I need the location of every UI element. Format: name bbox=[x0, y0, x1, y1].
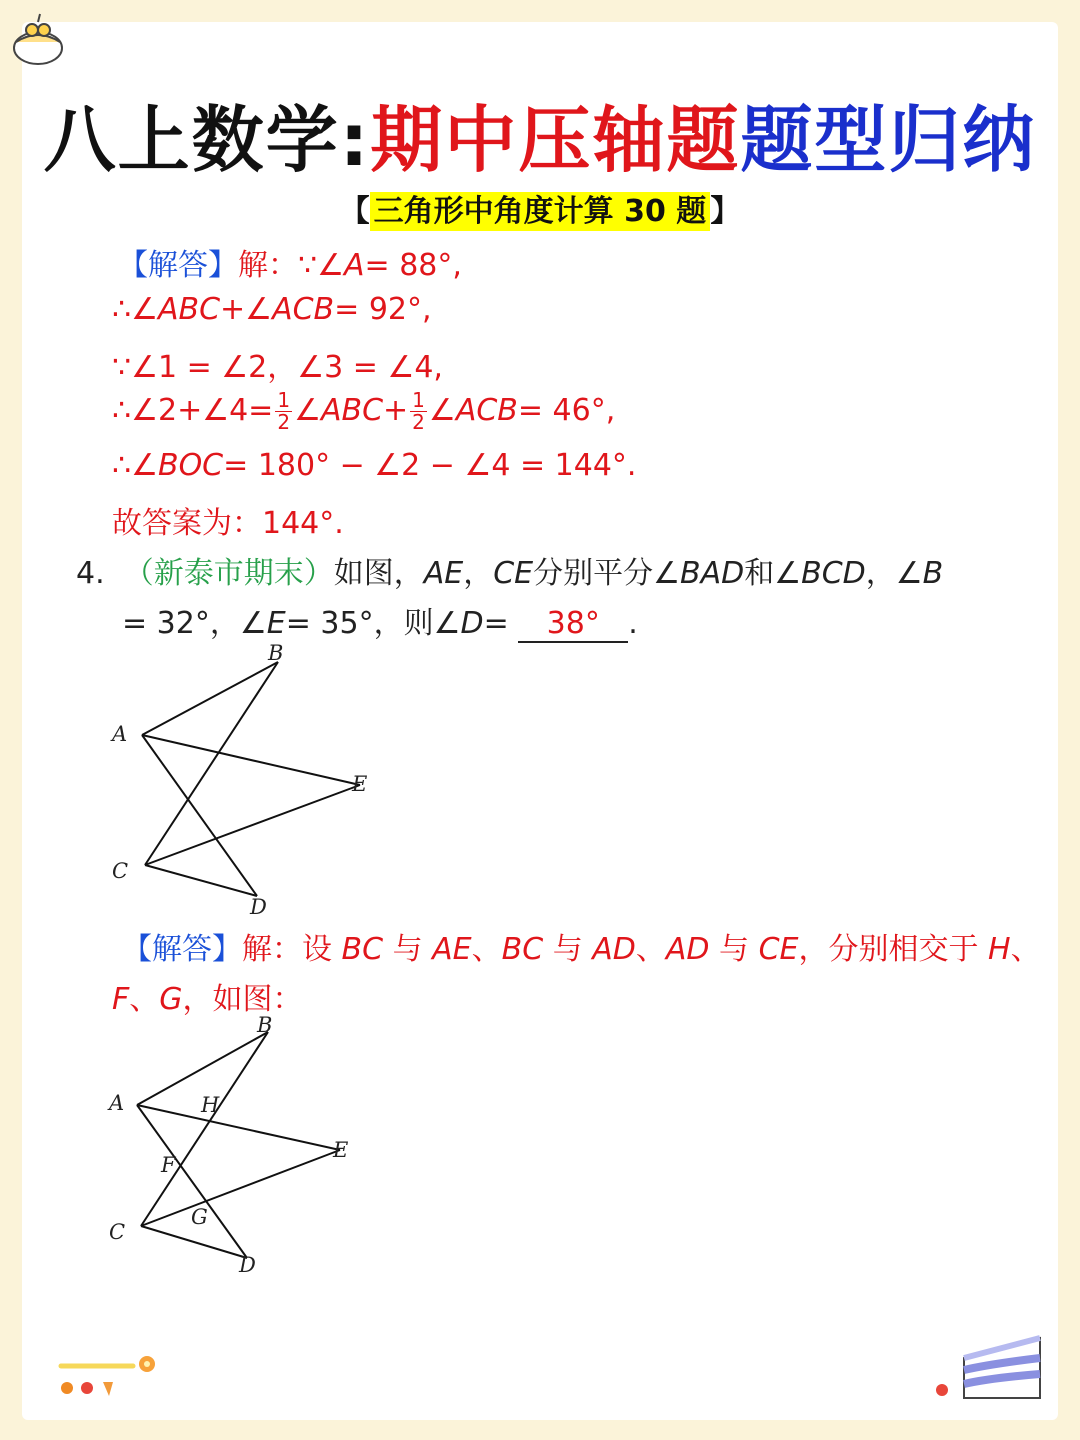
problem4-line1 bbox=[76, 548, 943, 592]
math-var: BAD bbox=[680, 556, 745, 591]
math-var: AD bbox=[665, 932, 710, 967]
math-var: AE bbox=[423, 556, 464, 591]
label-d: D bbox=[239, 1253, 256, 1277]
solution4-text: 、 bbox=[129, 982, 160, 1017]
fraction-denominator: 2 bbox=[277, 410, 291, 434]
math-var: CE bbox=[758, 932, 799, 967]
problem-text: = 32°，∠ bbox=[122, 606, 267, 641]
problem-text: ， bbox=[463, 556, 494, 591]
solution3-text: +∠ bbox=[220, 292, 273, 327]
segment-ad bbox=[142, 735, 257, 896]
segment-ae bbox=[137, 1105, 340, 1150]
problem-text: 如图， bbox=[333, 556, 424, 591]
solution3-line2 bbox=[112, 292, 432, 327]
page-title bbox=[0, 82, 1080, 186]
label-a: A bbox=[109, 1091, 125, 1115]
solution4-text: 与 bbox=[709, 932, 759, 967]
subtitle-open-bracket: 【 bbox=[339, 194, 370, 229]
solution4-text: 解：设 bbox=[242, 932, 342, 967]
solution3-text: ∠ bbox=[294, 393, 321, 428]
solution3-answer: 故答案为：144°. bbox=[112, 506, 344, 541]
subtitle-close-bracket: 】 bbox=[710, 194, 741, 229]
math-var: ABC bbox=[320, 393, 384, 428]
math-var: BOC bbox=[157, 448, 224, 483]
solution3-text: = 92°, bbox=[334, 292, 432, 327]
label-c: C bbox=[112, 859, 129, 883]
solution4-line1 bbox=[122, 924, 1041, 968]
math-var: ABC bbox=[157, 292, 221, 327]
math-var: ACB bbox=[272, 292, 335, 327]
solution3-text: ∴∠ bbox=[112, 448, 158, 483]
math-var: D bbox=[460, 606, 484, 641]
solution-tag: 【解答】 bbox=[118, 248, 238, 283]
math-var: E bbox=[266, 606, 286, 641]
title-part-red: 期中压轴题 bbox=[370, 98, 741, 182]
problem-source: （新泰市期末） bbox=[123, 556, 334, 591]
segment-ab bbox=[142, 662, 278, 735]
fruit-icons bbox=[55, 1352, 165, 1402]
math-var: ACB bbox=[455, 393, 518, 428]
label-g: G bbox=[191, 1205, 208, 1229]
fraction-half bbox=[410, 390, 427, 433]
math-var: BCD bbox=[801, 556, 866, 591]
solution4-text: 、 bbox=[1010, 932, 1041, 967]
math-var: BC bbox=[341, 932, 384, 967]
problem-text: 分别平分∠ bbox=[533, 556, 680, 591]
problem-text: 和∠ bbox=[744, 556, 802, 591]
math-var: H bbox=[988, 932, 1011, 967]
math-var: AD bbox=[592, 932, 636, 967]
segment-ce bbox=[145, 785, 360, 865]
solution3-text: = 46°, bbox=[517, 393, 616, 428]
geometry-figure-2 bbox=[95, 1010, 395, 1290]
problem4-line2 bbox=[122, 598, 638, 643]
cake-slice-icon bbox=[930, 1318, 1050, 1418]
segment-ae bbox=[142, 735, 360, 785]
solution3-text: + bbox=[383, 393, 409, 428]
math-var: A bbox=[343, 248, 365, 283]
solution4-text: 与 bbox=[543, 932, 593, 967]
label-h: H bbox=[201, 1093, 220, 1117]
solution3-text: 解：∵∠ bbox=[238, 248, 344, 283]
label-d: D bbox=[250, 895, 267, 919]
problem-text: ，∠ bbox=[865, 556, 923, 591]
label-e: E bbox=[352, 772, 368, 796]
segment-ad bbox=[137, 1105, 247, 1258]
solution4-text: ，如图： bbox=[182, 982, 303, 1017]
math-var: BC bbox=[501, 932, 544, 967]
title-part-blue: 题型归纳 bbox=[740, 98, 1037, 182]
math-var: CE bbox=[493, 556, 534, 591]
solution4-text: 与 bbox=[383, 932, 433, 967]
geometry-figure-1 bbox=[100, 640, 400, 920]
label-f: F bbox=[161, 1153, 176, 1177]
label-a: A bbox=[112, 722, 128, 746]
solution3-text: ∴∠2+∠4= bbox=[112, 393, 274, 428]
problem-text: . bbox=[628, 606, 638, 641]
section-subtitle bbox=[0, 186, 1080, 230]
label-b: B bbox=[268, 641, 284, 665]
subtitle-highlight: 三角形中角度计算 30 题 bbox=[370, 192, 711, 231]
segment-cd bbox=[145, 865, 257, 896]
label-b: B bbox=[257, 1013, 273, 1037]
fraction-half bbox=[275, 390, 292, 433]
problem-text: = bbox=[483, 606, 509, 641]
answer-blank: 38° bbox=[518, 606, 628, 643]
cake-icon bbox=[6, 8, 70, 72]
solution3-line5 bbox=[112, 448, 636, 483]
solution3-line3: ∵∠1 = ∠2，∠3 = ∠4, bbox=[112, 350, 443, 385]
title-part-black: 八上数学: bbox=[43, 98, 371, 182]
fraction-numerator: 1 bbox=[277, 388, 291, 412]
problem-text: = 35°，则∠ bbox=[285, 606, 461, 641]
solution3-line4 bbox=[112, 390, 615, 433]
solution-tag: 【解答】 bbox=[122, 932, 242, 967]
solution4-text: ，分别相交于 bbox=[798, 932, 989, 967]
fraction-numerator: 1 bbox=[412, 388, 425, 412]
segment-cb bbox=[145, 662, 278, 865]
label-c: C bbox=[109, 1220, 126, 1244]
solution4-text: 、 bbox=[471, 932, 502, 967]
solution3-text: = 180° − ∠2 − ∠4 = 144°. bbox=[223, 448, 637, 483]
segment-cd bbox=[141, 1226, 247, 1258]
solution3-text: = 88°, bbox=[364, 248, 462, 283]
fraction-denominator: 2 bbox=[412, 410, 425, 434]
math-var: G bbox=[159, 982, 183, 1017]
solution3-text: ∠ bbox=[428, 393, 456, 428]
label-e: E bbox=[333, 1138, 349, 1162]
problem-number: 4. bbox=[76, 556, 105, 591]
math-var: B bbox=[922, 556, 944, 591]
math-var: AE bbox=[432, 932, 472, 967]
solution3-text: ∴∠ bbox=[112, 292, 158, 327]
solution3-line1 bbox=[118, 240, 462, 284]
solution4-text: 、 bbox=[635, 932, 666, 967]
math-var: F bbox=[112, 982, 130, 1017]
